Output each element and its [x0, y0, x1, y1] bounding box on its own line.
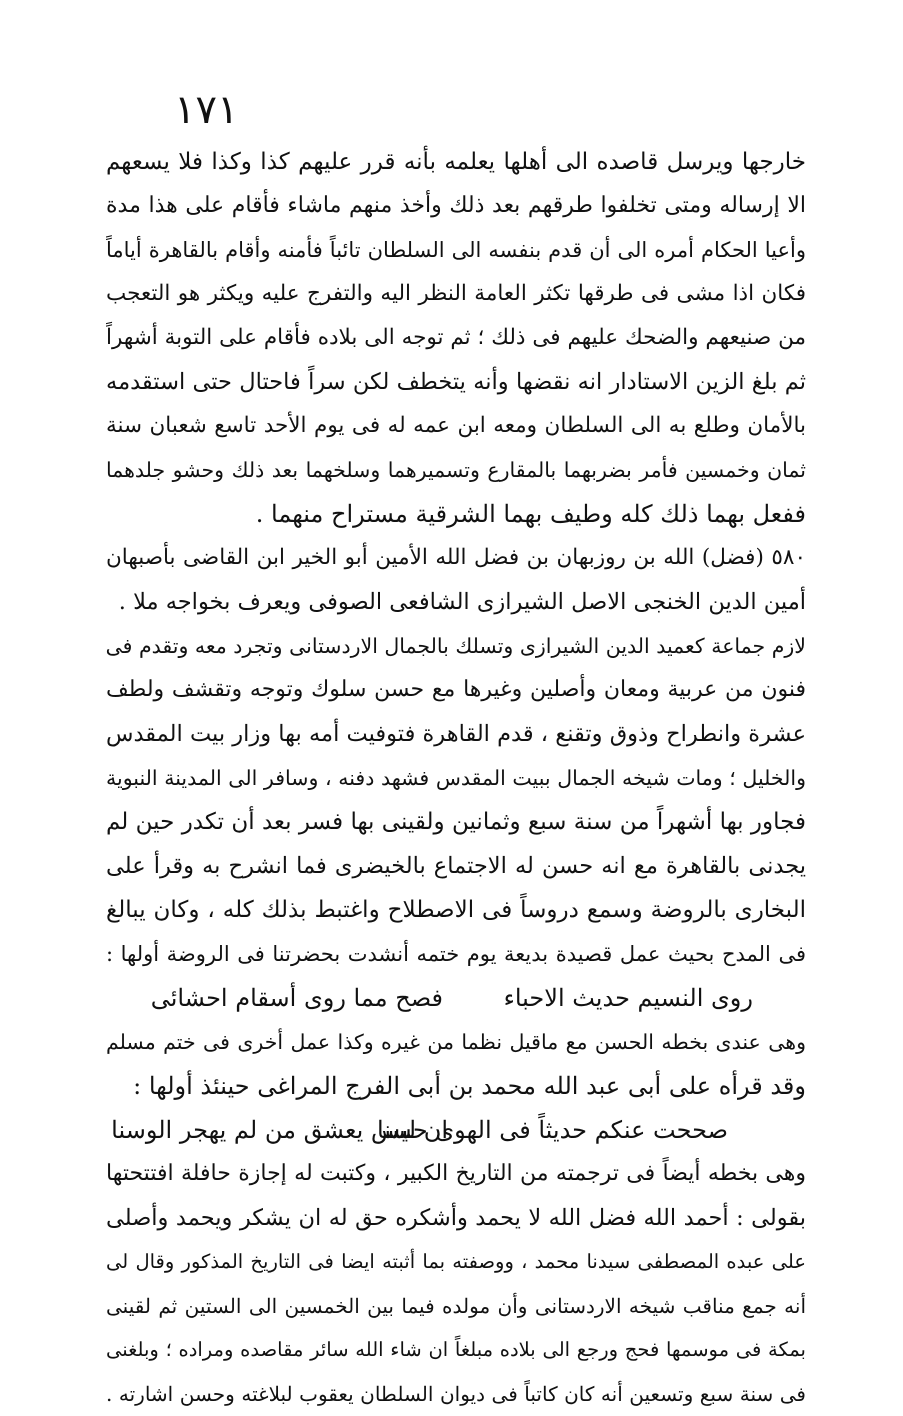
text-line: أنه جمع مناقب شيخه الاردستانى وأن مولده فيما بين الخمسين الى الستين ثم لقينى: [106, 1294, 806, 1318]
text-line: ففعل بهما ذلك كله وطيف بهما الشرقية مستراح منهما .: [255, 500, 806, 528]
verse-1-second-hemistich: فصح مما روى أسقام احشائى: [150, 984, 443, 1012]
text-line: ثمان وخمسين فأمر بضربهما بالمقارع وتسميرهما وسلخهما بعد ذلك وحشو جلدهما: [106, 458, 806, 482]
text-line: من صنيعهم والضحك عليهم فى ذلك ؛ ثم توجه الى بلاده فأقام على التوبة أشهراً: [106, 325, 806, 350]
text-line: فنون من عربية ومعان وأصلين وغيرها مع حسن سلوك وتوجه وتقشف ولطف: [106, 677, 806, 702]
text-line: الا إرساله ومتى تخلفوا طرقهم بعد ذلك وأخذ منهم ماشاء فأقام على هذا مدة: [106, 193, 806, 218]
text-line: عشرة وانطراح وذوق وتقنع ، قدم القاهرة فتوفيت أمه بها وزار بيت المقدس: [106, 721, 806, 747]
verse-2-first-hemistich: صححت عنكم حديثاً فى الهوى حسنا: [376, 1116, 728, 1144]
text-line: فكان اذا مشى فى طرقها تكثر العامة النظر اليه والتفرج عليه ويكثر هو التعجب: [106, 281, 806, 306]
text-line: وهى عندى بخطه الحسن مع ماقيل نظما من غيره وكذا عمل أخرى فى ختم مسلم: [106, 1030, 806, 1054]
text-line: بالأمان وطلع به الى السلطان ومعه ابن عمه له فى يوم الأحد تاسع شعبان سنة: [106, 413, 806, 438]
text-line: وأعيا الحكام أمره الى أن قدم بنفسه الى السلطان تائباً فأمنه وأقام بالقاهرة أياماً: [106, 238, 806, 262]
text-line: ثم بلغ الزين الاستادار انه نقضها وأنه يتخطف لكن سراً فاحتال حتى استقدمه: [106, 369, 806, 395]
verse-1-first-hemistich: روى النسيم حديث الاحباء: [503, 984, 753, 1012]
text-line: لازم جماعة كعميد الدين الشيرازى وتسلك بالجمال الاردستانى وتجرد معه وتقدم فى: [106, 634, 806, 658]
text-line: على عبده المصطفى سيدنا محمد ، ووصفته بما أثبته ايضا فى التاريخ المذكور وقال لى: [106, 1250, 806, 1273]
text-line: وهى بخطه أيضاً فى ترجمته من التاريخ الكبير ، وكتبت له إجازة حافلة افتتحتها: [106, 1161, 806, 1186]
text-line: البخارى بالروضة وسمع دروساً فى الاصطلاح واغتبط بذلك كله ، وكان يبالغ: [106, 897, 806, 923]
text-line: فى المدح بحيث عمل قصيدة بديعة يوم ختمه أنشدت بحضرتنا فى الروضة أولها :: [106, 942, 806, 966]
text-line: وقد قرأه على أبى عبد الله محمد بن أبى الفرج المراغى حينئذ أولها :: [133, 1072, 806, 1100]
text-line: والخليل ؛ ومات شيخه الجمال ببيت المقدس فشهد دفنه ، وسافر الى المدينة النبوية: [106, 766, 806, 790]
text-line: بقولى : أحمد الله فضل الله لا يحمد وأشكره حق له ان يشكر ويحمد وأصلى: [106, 1205, 806, 1231]
entry-heading-line: ٥٨٠ (فضل) الله بن روزبهان بن فضل الله الأمين أبو الخير ابن القاضى بأصبهان: [106, 545, 806, 570]
text-line: أمين الدين الخنجى الاصل الشيرازى الشافعى الصوفى ويعرف بخواجه ملا .: [118, 589, 806, 615]
text-line: يجدنى بالقاهرة مع انه حسن له الاجتماع بالخيضرى فما انشرح به وقرأ على: [106, 853, 806, 879]
text-line: فجاور بها أشهراً من سنة سبع وثمانين ولقينى بها فسر بعد أن تكدر حين لم: [106, 809, 806, 835]
verse-2-second-hemistich: ان ليس يعشق من لم يهجر الوسنا: [111, 1116, 448, 1144]
page-number: ١٧١: [174, 87, 239, 133]
text-line: بمكة فى موسمها فحج ورجع الى بلاده مبلغاً ان شاء الله سائر مقاصده ومراده ؛ وبلغنى: [106, 1338, 806, 1361]
text-line: خارجها ويرسل قاصده الى أهلها يعلمه بأنه قرر عليهم كذا وكذا فلا يسعهم: [106, 149, 806, 175]
text-line: فى سنة سبع وتسعين أنه كان كاتباً فى ديوان السلطان يعقوب لبلاغته وحسن اشارته .: [106, 1382, 806, 1406]
